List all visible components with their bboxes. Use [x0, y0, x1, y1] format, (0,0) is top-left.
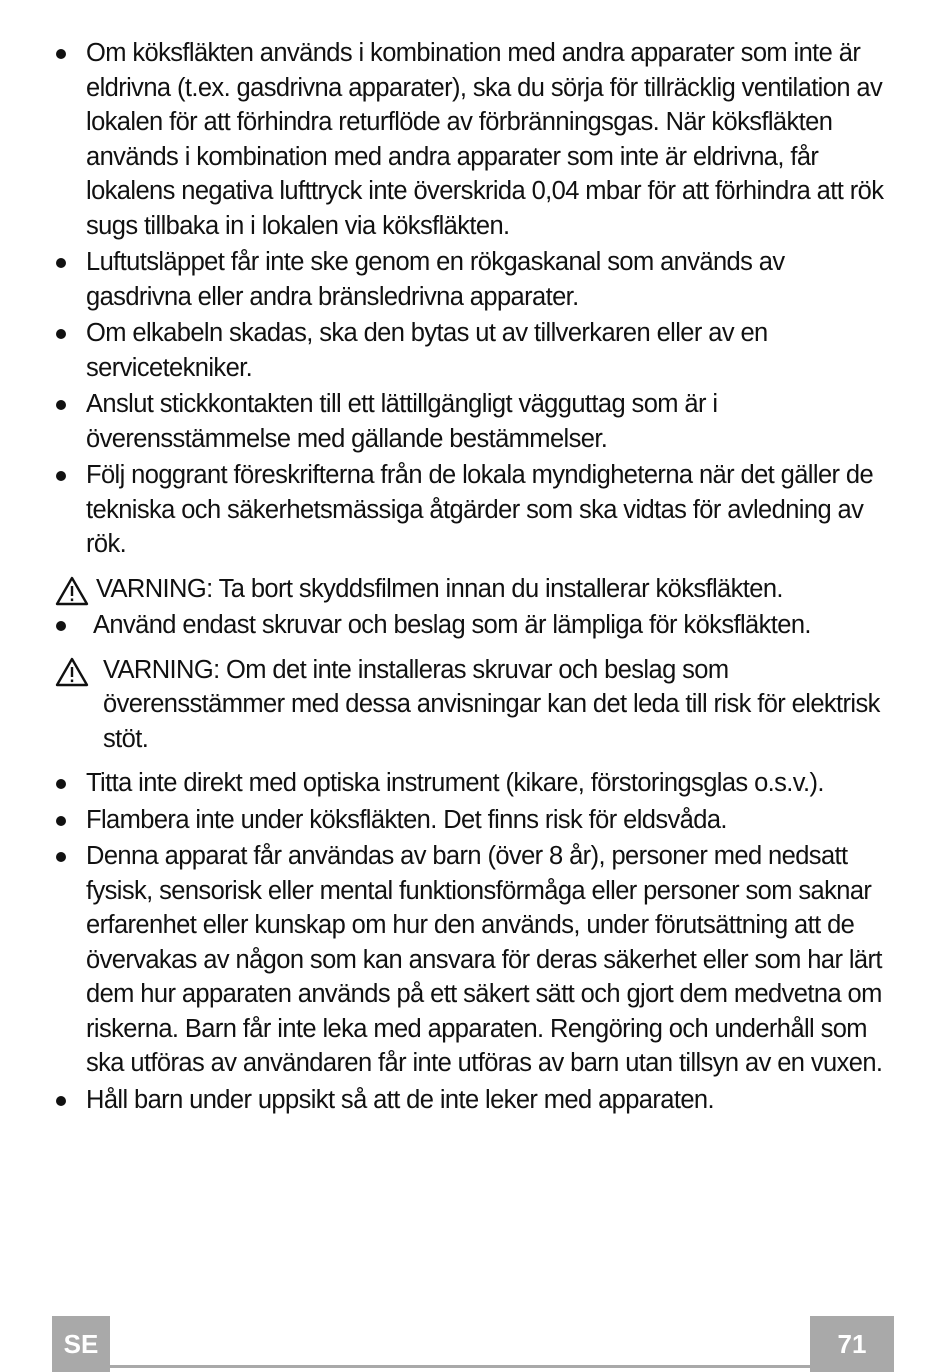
bullet-icon: [56, 49, 66, 59]
language-badge: SE: [52, 1316, 110, 1372]
warning-note: [0, 653, 950, 757]
bullet-icon: [56, 816, 66, 826]
list-item: [0, 608, 950, 643]
bullet-icon: [56, 400, 66, 410]
list-item-text: Luftutsläppet får inte ske genom en rökgaskanal som används av gasdrivna eller andra bränsledrivna apparater.: [86, 248, 785, 311]
bullet-icon: [56, 471, 66, 481]
bullet-icon: [56, 852, 66, 862]
bullet-icon: [56, 621, 66, 631]
list-item: [0, 458, 950, 562]
bullet-icon: [56, 779, 66, 789]
document-body: [0, 36, 950, 1117]
bullet-icon: [56, 1096, 66, 1106]
list-item-text: Håll barn under uppsikt så att de inte leker med apparaten.: [86, 1085, 714, 1114]
list-item: [0, 387, 950, 456]
warning-text: VARNING: Om det inte installeras skruvar och beslag som överensstämmer med dessa anvisningar kan det leda till risk för elektrisk stöt.: [103, 655, 880, 753]
list-item: [0, 839, 950, 1081]
list-item: [0, 245, 950, 314]
bullet-icon: [56, 258, 66, 268]
list-item-text: Om elkabeln skadas, ska den bytas ut av tillverkaren eller av en servicetekniker.: [86, 319, 768, 382]
list-item-text: Flambera inte under köksfläkten. Det finns risk för eldsvåda.: [86, 805, 727, 834]
list-item: [0, 36, 950, 243]
list-item-text: Anslut stickkontakten till ett lättillgängligt vägguttag som är i överensstämmelse med gällande bestämmelser.: [86, 390, 718, 453]
warning-note: [0, 572, 950, 607]
list-item: [0, 316, 950, 385]
list-item-text: Denna apparat får användas av barn (över 8 år), personer med nedsatt fysisk, sensorisk eller mental funktionsförmåga eller personer som saknar erfarenhet eller kunskap om hur den används, under förutsättning att de övervakas av någon som kan ansvara för deras säkerhet eller som har lärt dem hur apparaten används på ett säkert sätt och gjort dem medvetna om riskerna. Barn får inte leka med apparaten. Rengöring och underhåll som ska utföras av användaren får inte utföras av barn utan tillsyn av en vuxen.: [86, 842, 883, 1077]
footer-divider: [110, 1365, 810, 1368]
list-item: [0, 1083, 950, 1118]
list-item-text: Följ noggrant föreskrifterna från de lokala myndigheterna när det gäller de tekniska och säkerhetsmässiga åtgärder som ska vidtas för avledning av rök.: [86, 461, 874, 558]
list-item-text: Titta inte direkt med optiska instrument (kikare, förstoringsglas o.s.v.).: [86, 769, 824, 797]
list-item-text: Använd endast skruvar och beslag som är lämpliga för köksfläkten.: [93, 611, 811, 639]
list-item: [0, 803, 950, 838]
list-item-text: Om köksfläkten används i kombination med andra apparater som inte är eldrivna (t.ex. gasdrivna apparater), ska du sörja för tillräcklig ventilation av lokalen för att förhindra returflöde av förbränningsgas. När köksfläkten används i kombination med andra apparater som inte är eldrivna, får lokalens negativa lufttryck inte överskrida 0,04 mbar för att förhindra att rök sugs tillbaka in i lokalen via köksfläkten.: [86, 39, 884, 240]
bullet-icon: [56, 329, 66, 339]
warning-triangle-icon: [55, 657, 89, 687]
warning-text: VARNING: Ta bort skyddsfilmen innan du installerar köksfläkten.: [96, 574, 783, 603]
page-number: 71: [810, 1316, 894, 1372]
page-footer: [52, 1316, 894, 1368]
list-item: [0, 766, 950, 801]
warning-triangle-icon: [55, 576, 89, 606]
